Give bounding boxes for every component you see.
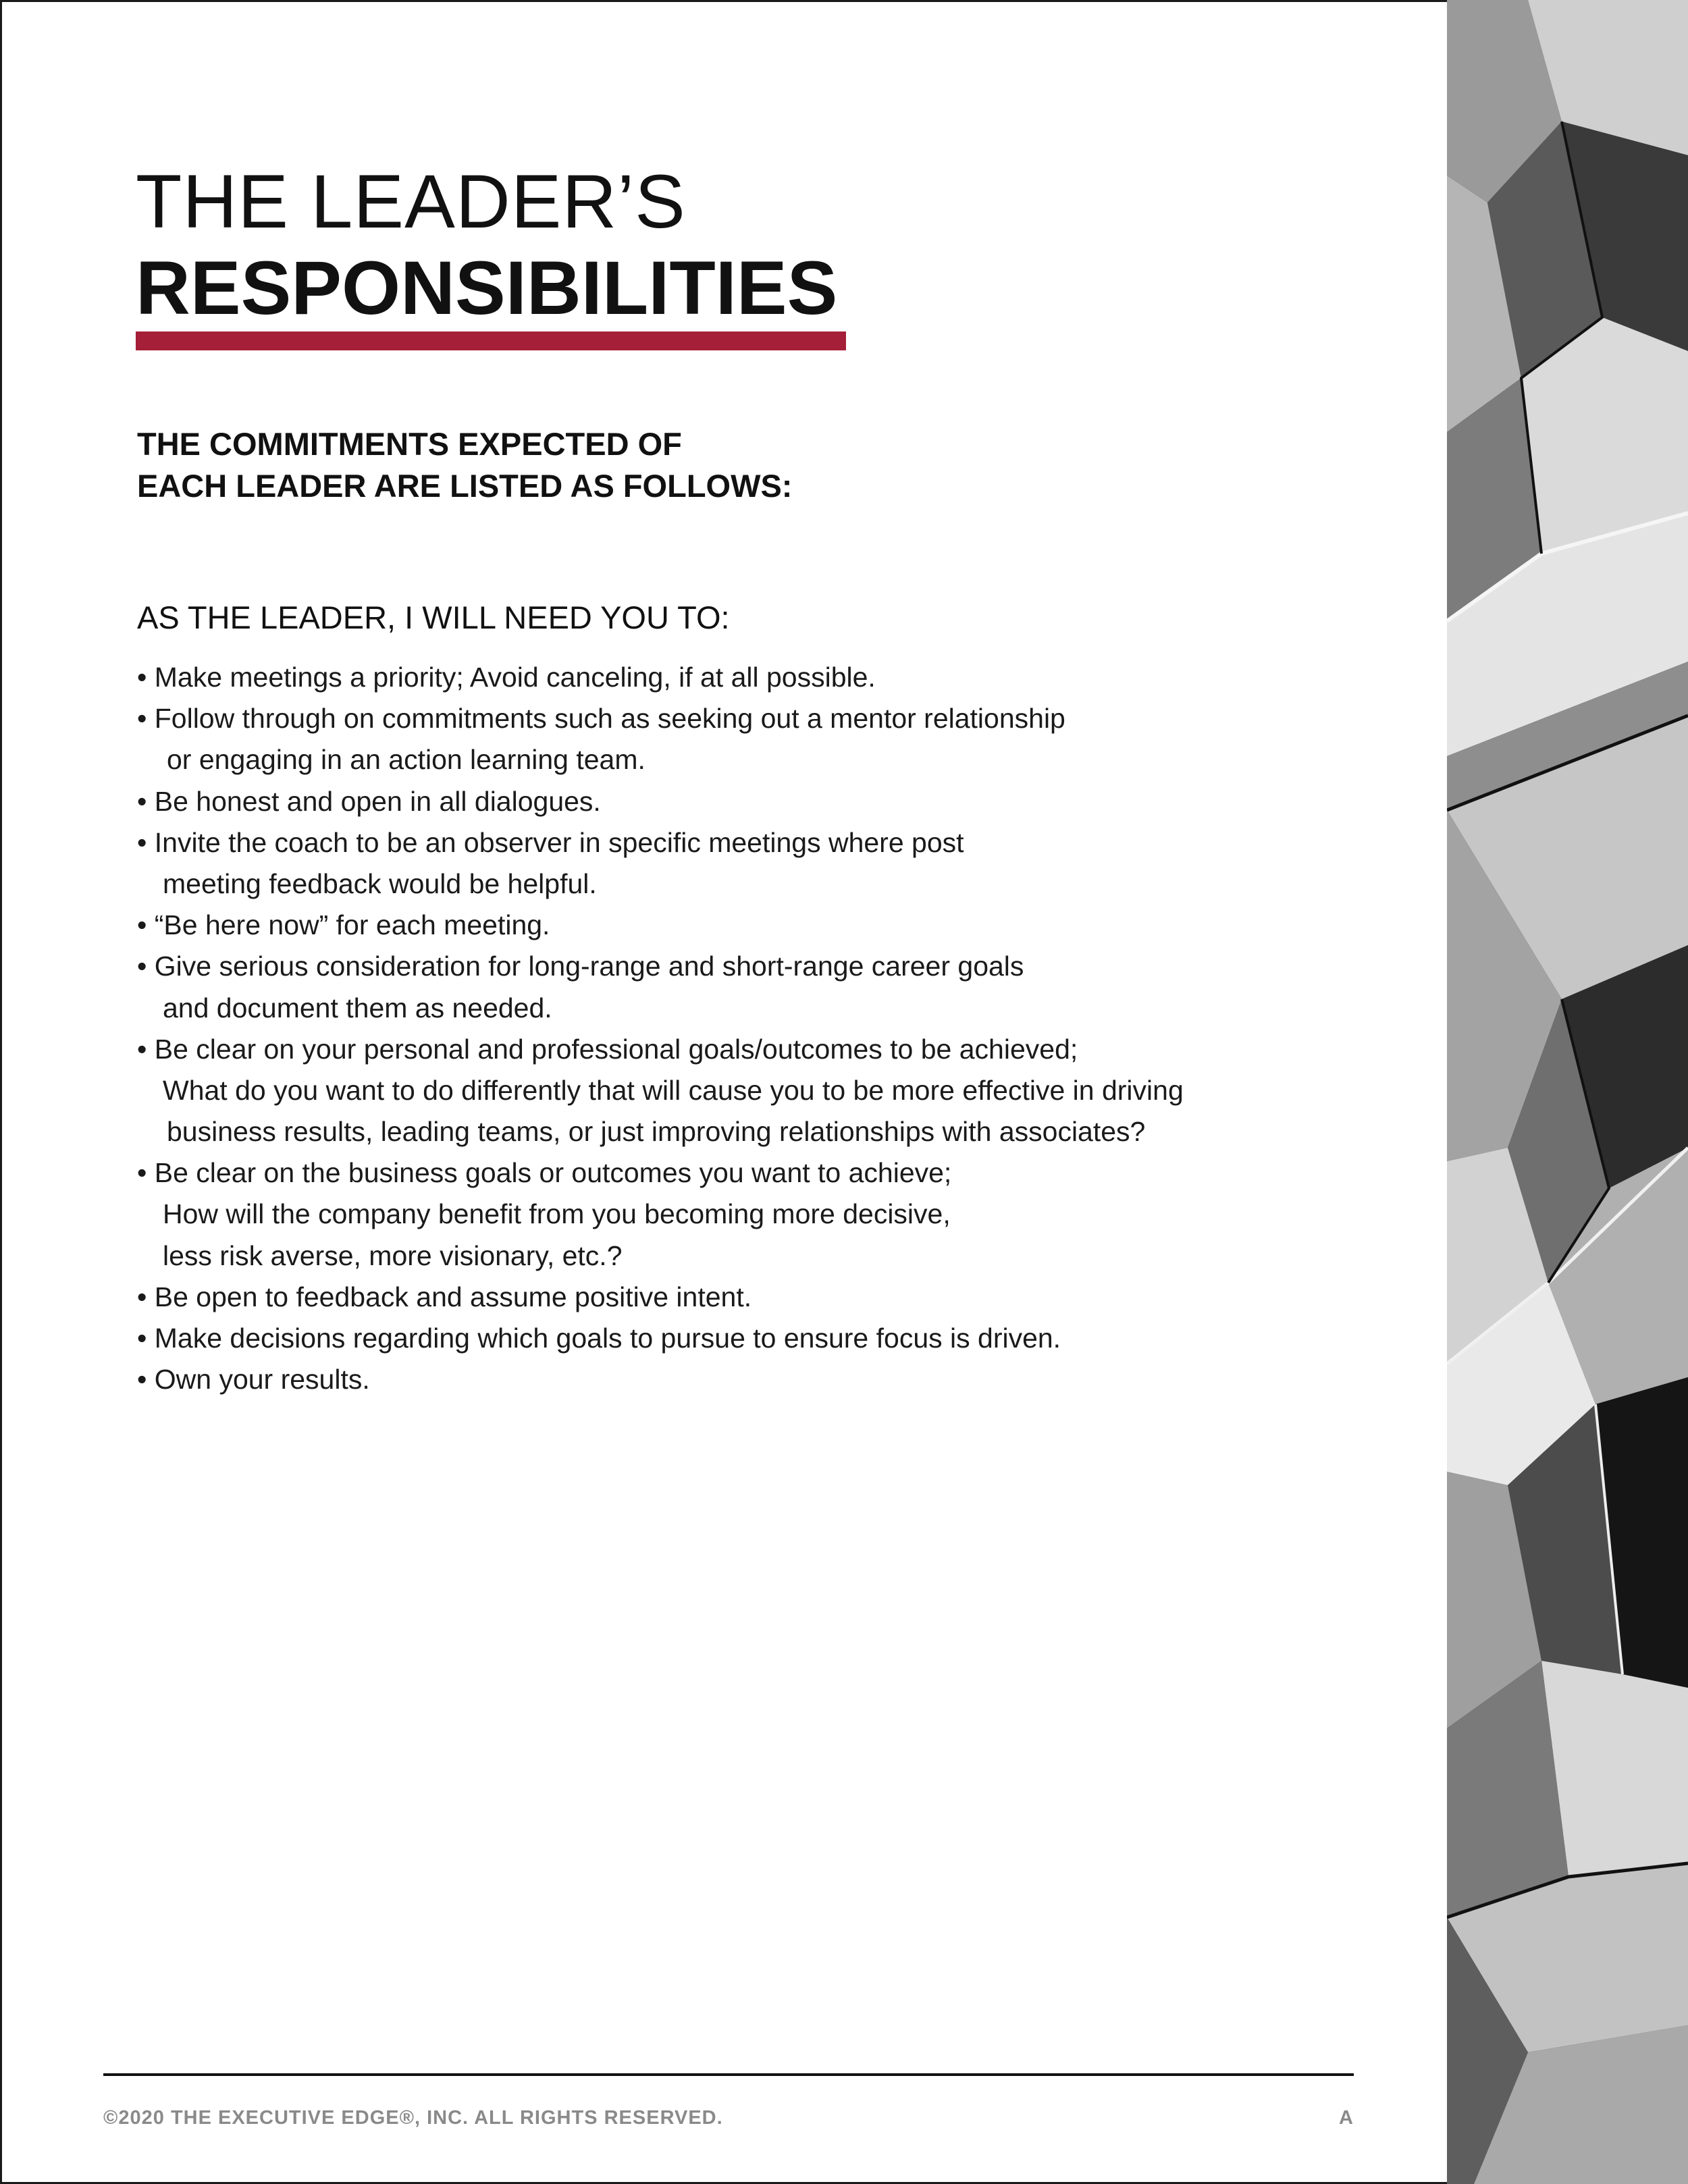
list-line: • Follow through on commitments such as seeking out a mentor relationship [137, 703, 1065, 735]
list-line: • Own your results. [137, 1364, 370, 1395]
architecture-image-graphic [1447, 0, 1688, 2184]
list-line-continuation: and document them as needed. [163, 992, 552, 1023]
list-line: • Make decisions regarding which goals to pursue to ensure focus is driven. [137, 1323, 1061, 1354]
list-line: • Make meetings a priority; Avoid canceling, if at all possible. [137, 662, 876, 693]
intro-line-1: THE COMMITMENTS EXPECTED OF [137, 426, 682, 462]
list-line: • “Be here now” for each meeting. [137, 909, 550, 941]
page-title-line-1: THE LEADER’S [136, 159, 686, 244]
intro-text [137, 423, 1082, 507]
list-line-continuation: How will the company benefit from you becoming more decisive, [163, 1198, 951, 1230]
list-line-continuation: or engaging in an action learning team. [167, 744, 645, 776]
list-line-continuation: meeting feedback would be helpful. [163, 868, 597, 899]
architectural-geometric-photo [1447, 0, 1688, 2184]
list-line: • Be honest and open in all dialogues. [137, 785, 601, 817]
list-line: • Be clear on the business goals or outcomes you want to achieve; [137, 1157, 952, 1189]
list-line: • Be clear on your personal and professional goals/outcomes to be achieved; [137, 1033, 1078, 1065]
list-line-continuation: What do you want to do differently that will cause you to be more effective in driving [163, 1074, 1184, 1106]
list-line: • Give serious consideration for long-range and short-range career goals [137, 951, 1024, 982]
list-line: • Be open to feedback and assume positive intent. [137, 1281, 752, 1312]
page-number: A [1339, 2107, 1353, 2129]
list-line-continuation: business results, leading teams, or just improving relationships with associates? [167, 1116, 1146, 1148]
list-line-continuation: less risk averse, more visionary, etc.? [163, 1240, 623, 1271]
section-heading: AS THE LEADER, I WILL NEED YOU TO: [137, 600, 730, 635]
intro-line-2: EACH LEADER ARE LISTED AS FOLLOWS: [137, 468, 793, 504]
copyright-notice: ©2020 THE EXECUTIVE EDGE®, INC. ALL RIGHTS RESERVED. [103, 2107, 723, 2129]
responsibilities-list [137, 657, 1420, 1400]
list-line: • Invite the coach to be an observer in specific meetings where post [137, 826, 964, 858]
title-underline-bar [136, 331, 846, 350]
page-title-line-2: RESPONSIBILITIES [136, 246, 838, 330]
footer-divider [103, 2073, 1354, 2076]
